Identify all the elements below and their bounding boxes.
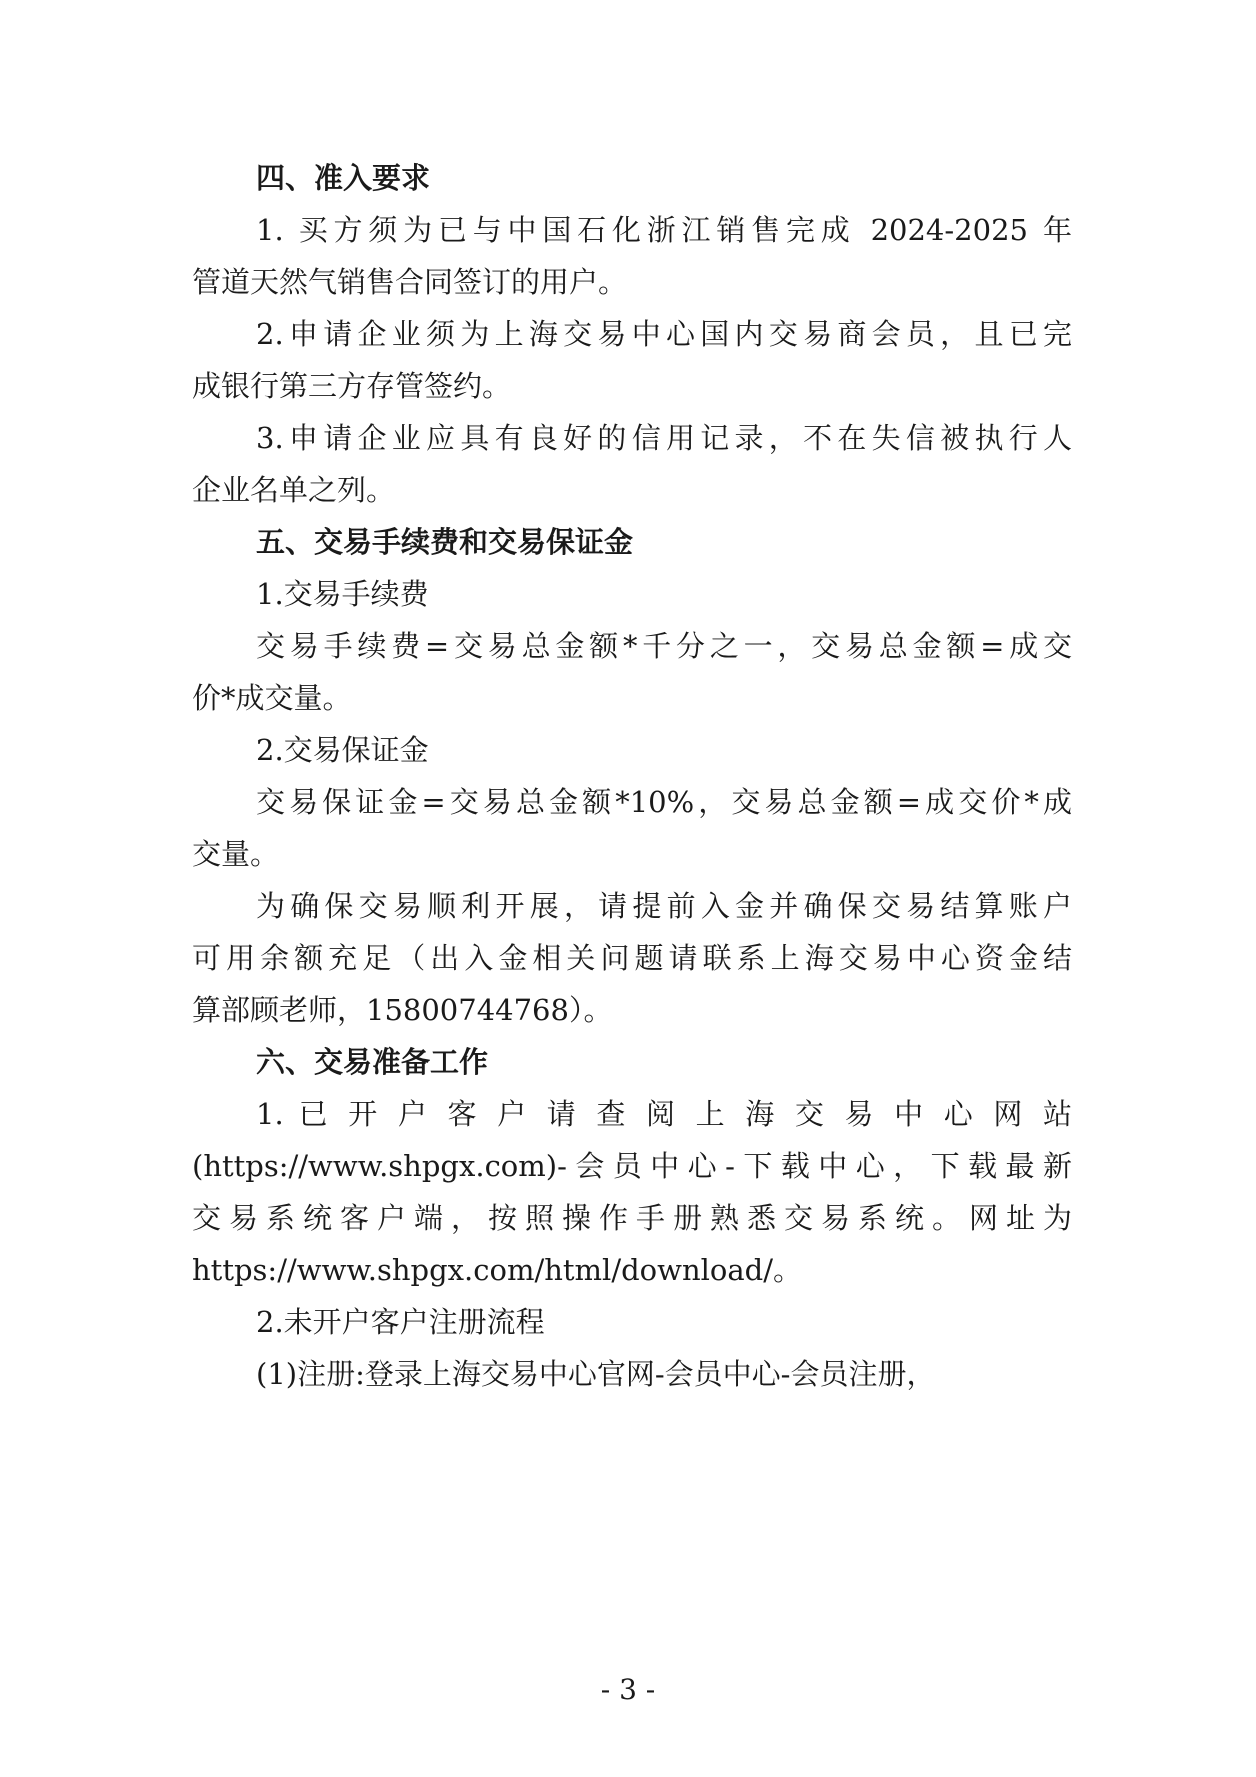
- paragraph-line: 3.申请企业应具有良好的信用记录，不在失信被执行人: [256, 421, 1072, 455]
- paragraph-line: 2.申请企业须为上海交易中心国内交易商会员，且已完: [256, 317, 1072, 351]
- paragraph-line: 交易系统客户端，按照操作手册熟悉交易系统。网址为: [192, 1201, 1072, 1235]
- subheading-registration: 2.未开户客户注册流程: [256, 1305, 545, 1339]
- paragraph-line: (1)注册:登录上海交易中心官网-会员中心-会员注册，: [256, 1357, 936, 1391]
- paragraph-line: 1. 买方须为已与中国石化浙江销售完成 2024-2025 年: [256, 213, 1072, 247]
- download-url: https://www.shpgx.com/html/download/。: [192, 1253, 802, 1287]
- paragraph-line: 算部顾老师，15800744768）。: [192, 993, 613, 1027]
- paragraph-line: (https://www.shpgx.com)-会员中心-下载中心，下载最新: [192, 1149, 1072, 1183]
- paragraph-line: 交易手续费=交易总金额*千分之一，交易总金额=成交: [256, 629, 1072, 663]
- paragraph-line: 交量。: [192, 837, 280, 871]
- paragraph-line: 1. 已 开 户 客 户 请 查 阅 上 海 交 易 中 心 网 站: [256, 1097, 1072, 1131]
- paragraph-line: 为确保交易顺利开展，请提前入金并确保交易结算账户: [256, 889, 1072, 923]
- subheading-fee: 1.交易手续费: [256, 577, 429, 611]
- paragraph-line: 价*成交量。: [192, 681, 352, 715]
- subheading-margin: 2.交易保证金: [256, 733, 429, 767]
- paragraph-line: 管道天然气销售合同签订的用户。: [192, 265, 628, 299]
- paragraph-line: 交易保证金=交易总金额*10%，交易总金额=成交价*成: [256, 785, 1072, 819]
- paragraph-line: 可用余额充足（出入金相关问题请联系上海交易中心资金结: [192, 941, 1072, 975]
- paragraph-line: 成银行第三方存管签约。: [192, 369, 512, 403]
- section-heading-admission-requirements: 四、准入要求: [256, 161, 431, 195]
- section-heading-preparation: 六、交易准备工作: [256, 1045, 489, 1079]
- page-number: - 3 -: [600, 1673, 656, 1706]
- section-heading-fees-and-margin: 五、交易手续费和交易保证金: [256, 525, 634, 559]
- paragraph-line: 企业名单之列。: [192, 473, 396, 507]
